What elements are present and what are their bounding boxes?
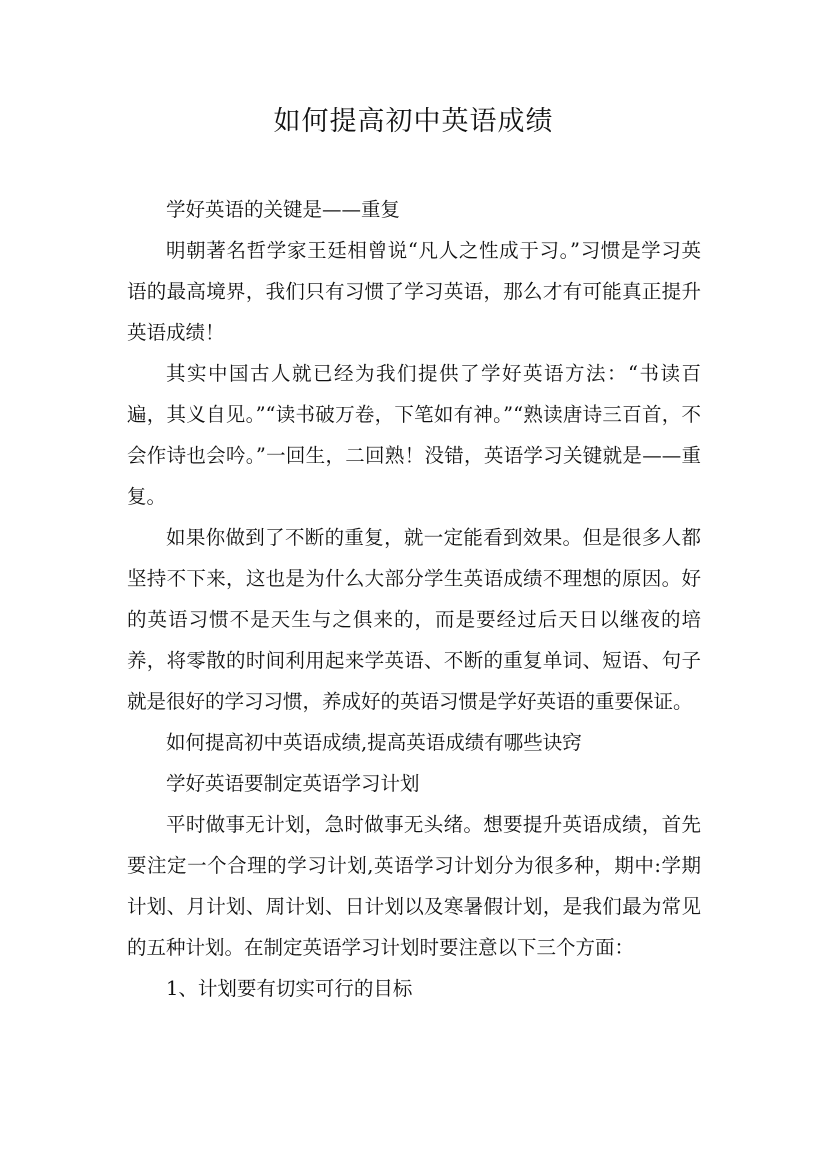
paragraph-plan-point-1: 1、计划要有切实可行的目标 <box>166 977 413 1000</box>
paragraph-persistence: 如果你做到了不断的重复，就一定能看到效果。但是很多人都坚持不下来，这也是为什么大部分学生英语成绩不理想的原因。好的英语习惯不是天生与之俱来的，而是要经过后天日以继夜的培养，将零散的时间利用起来学英语、不断的重复单词、短语、句子就是很好的学习习惯，养成好的英语习惯是学好英语的重要保证。 <box>127 526 701 713</box>
paragraph-heading-key-repeat: 学好英语的关键是——重复 <box>166 198 401 221</box>
document-body <box>127 189 701 1009</box>
paragraph-plan-types: 平时做事无计划，急时做事无头绪。想要提升英语成绩，首先要注定一个合理的学习计划,英语学习计划分为很多种，期中:学期计划、月计划、周计划、日计划以及寒暑假计划，是我们最为常见的五种计划。在制定英语学习计划时要注意以下三个方面： <box>127 813 701 959</box>
paragraph-heading-tips: 如何提高初中英语成绩,提高英语成绩有哪些诀窍 <box>166 731 582 754</box>
paragraph-ancient-methods: 其实中国古人就已经为我们提供了学好英语方法：“书读百遍，其义自见。”“读书破万卷，下笔如有神。”“熟读唐诗三百首，不会作诗也会吟。”一回生，二回熟！没错，英语学习关键就是——重复。 <box>127 362 701 508</box>
paragraph-habit-quote: 明朝著名哲学家王廷相曾说“凡人之性成于习。”习惯是学习英语的最高境界，我们只有习惯了学习英语，那么才有可能真正提升英语成绩！ <box>127 239 701 344</box>
paragraph-heading-study-plan: 学好英语要制定英语学习计划 <box>166 772 420 795</box>
document-title: 如何提高初中英语成绩 <box>273 106 554 137</box>
